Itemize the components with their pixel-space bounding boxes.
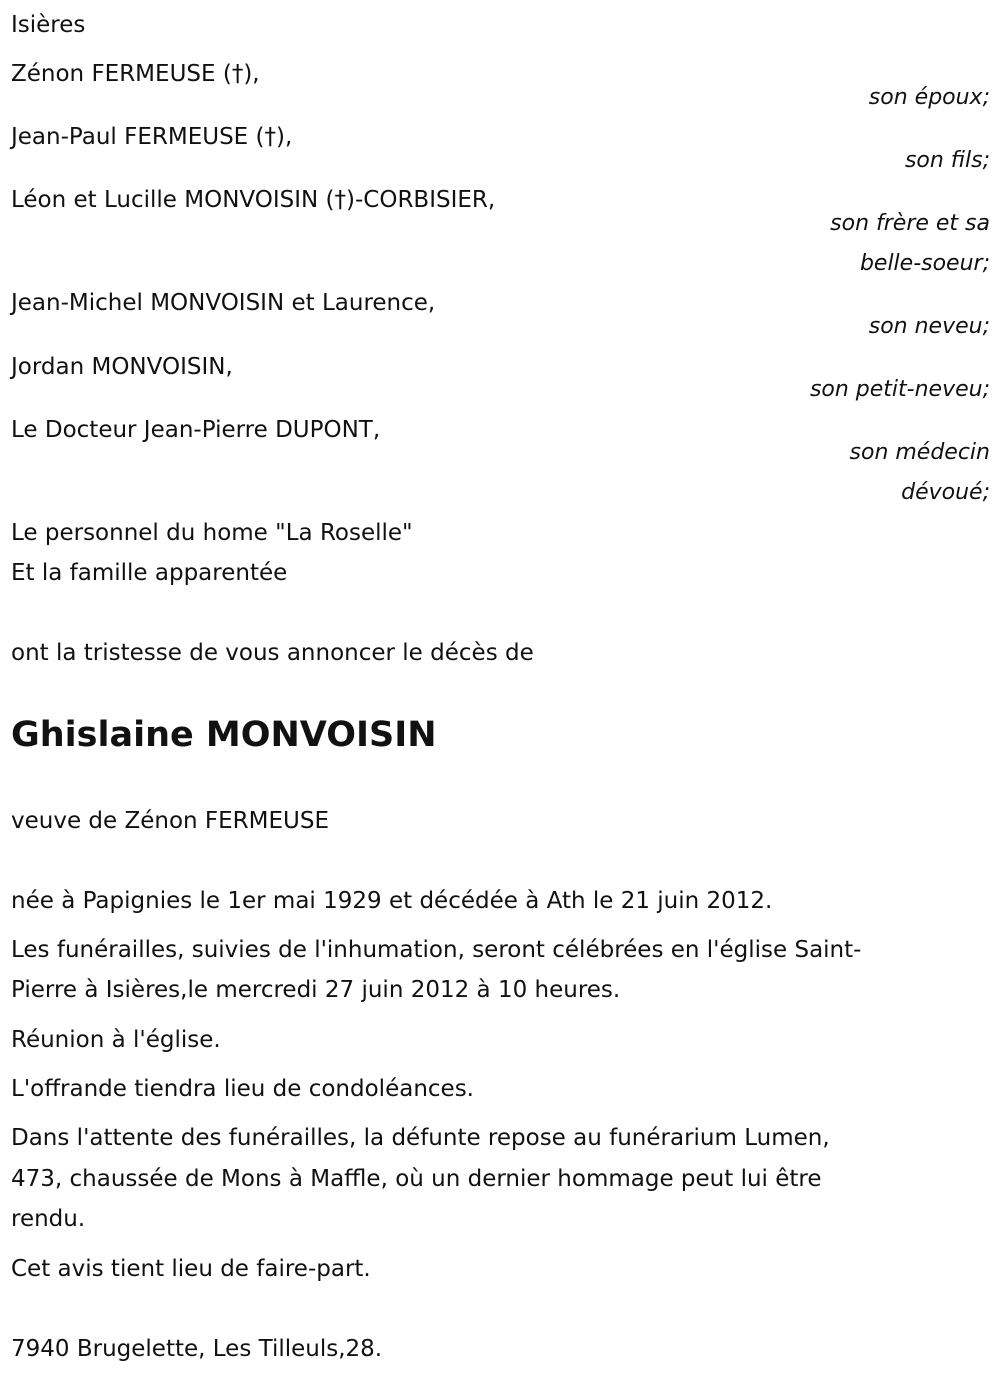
widow-of: veuve de Zénon FERMEUSE	[11, 808, 330, 834]
announcement: ont la tristesse de vous annoncer le décès de	[11, 640, 534, 666]
family-member-relation: son époux;	[868, 85, 990, 110]
family-member-name: Jordan MONVOISIN,	[11, 354, 233, 380]
others-line: Le personnel du home "La Roselle"	[11, 520, 413, 546]
funeral-info: Les funérailles, suivies de l'inhumation, seront célébrées en l'église Saint-	[11, 937, 862, 963]
wake-info: 473, chaussée de Mons à Maffle, où un dernier hommage peut lui être	[11, 1166, 822, 1192]
address: 7940 Brugelette, Les Tilleuls,28.	[11, 1336, 383, 1362]
family-member-name: Léon et Lucille MONVOISIN (†)-CORBISIER,	[11, 187, 496, 213]
notice: Cet avis tient lieu de faire-part.	[11, 1256, 371, 1282]
family-member-relation: son fils;	[904, 148, 990, 173]
family-member-relation: son médecin	[849, 440, 990, 465]
family-member-name: Zénon FERMEUSE (†),	[11, 61, 260, 87]
family-member-relation: son frère et sa	[830, 211, 990, 236]
wake-info: rendu.	[11, 1206, 86, 1232]
funeral-info: Pierre à Isières,le mercredi 27 juin 2012 à 10 heures.	[11, 977, 621, 1003]
offering-info: L'offrande tiendra lieu de condoléances.	[11, 1076, 474, 1102]
wake-info: Dans l'attente des funérailles, la défunte repose au funérarium Lumen,	[11, 1125, 830, 1151]
family-member-name: Le Docteur Jean-Pierre DUPONT,	[11, 417, 381, 443]
meeting-info: Réunion à l'église.	[11, 1027, 221, 1053]
birth-death: née à Papignies le 1er mai 1929 et décédée à Ath le 21 juin 2012.	[11, 888, 773, 914]
family-member-name: Jean-Michel MONVOISIN et Laurence,	[11, 290, 436, 316]
family-member-relation: son petit-neveu;	[809, 377, 990, 402]
family-member-relation: dévoué;	[901, 480, 990, 505]
family-member-relation: son neveu;	[868, 314, 990, 339]
family-member-name: Jean-Paul FERMEUSE (†),	[11, 124, 293, 150]
others-line: Et la famille apparentée	[11, 560, 288, 586]
deceased-name: Ghislaine MONVOISIN	[11, 715, 437, 755]
place: Isières	[11, 12, 86, 38]
family-member-relation: belle-soeur;	[859, 251, 990, 276]
